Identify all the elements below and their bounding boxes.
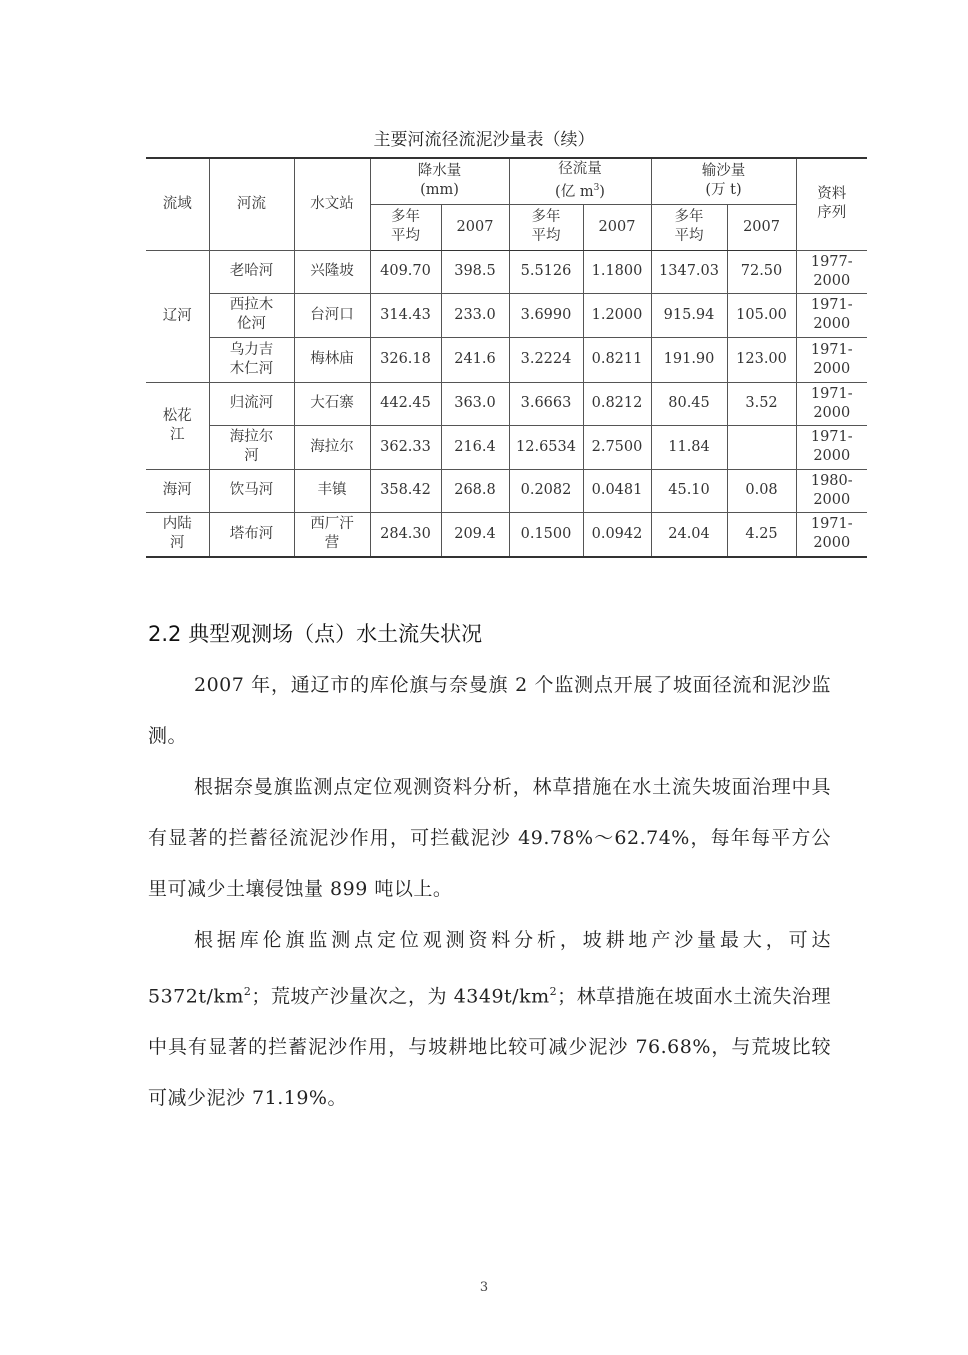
precip-avg-cell: 442.45 bbox=[370, 382, 441, 425]
header-runoff bbox=[509, 158, 651, 204]
sediment-avg-cell: 1347.03 bbox=[651, 250, 727, 293]
series-cell: 1980-2000 bbox=[796, 469, 867, 512]
runoff-avg-cell: 3.6990 bbox=[509, 293, 583, 337]
sediment-2007-cell: 4.25 bbox=[727, 512, 796, 557]
sediment-avg-cell: 45.10 bbox=[651, 469, 727, 512]
station-cell: 西厂汗营 bbox=[294, 512, 370, 557]
runoff-avg-cell: 5.5126 bbox=[509, 250, 583, 293]
runoff-avg-cell: 0.2082 bbox=[509, 469, 583, 512]
station-cell: 台河口 bbox=[294, 293, 370, 337]
header-precip-2007: 2007 bbox=[441, 204, 509, 250]
table-row bbox=[146, 512, 867, 557]
river-cell: 塔布河 bbox=[209, 512, 294, 557]
river-cell: 西拉木伦河 bbox=[209, 293, 294, 337]
sediment-avg-cell: 11.84 bbox=[651, 425, 727, 469]
section-heading: 2.2 典型观测场（点）水土流失状况 bbox=[148, 622, 483, 646]
precip-avg-cell: 409.70 bbox=[370, 250, 441, 293]
page-number: 3 bbox=[479, 1280, 489, 1295]
table-row bbox=[146, 469, 867, 512]
precip-avg-cell: 314.43 bbox=[370, 293, 441, 337]
runoff-2007-cell: 1.2000 bbox=[583, 293, 651, 337]
station-cell: 海拉尔 bbox=[294, 425, 370, 469]
header-sediment bbox=[651, 158, 796, 204]
station-cell: 大石寨 bbox=[294, 382, 370, 425]
precip-avg-cell: 358.42 bbox=[370, 469, 441, 512]
river-cell: 乌力吉木仁河 bbox=[209, 337, 294, 382]
precip-2007-cell: 233.0 bbox=[441, 293, 509, 337]
table-row bbox=[146, 337, 867, 382]
header-river: 河流 bbox=[209, 158, 294, 250]
runoff-2007-cell: 0.8212 bbox=[583, 382, 651, 425]
header-precipitation bbox=[370, 158, 509, 204]
header-sediment-avg: 多年平均 bbox=[651, 204, 727, 250]
river-runoff-sediment-table bbox=[146, 157, 867, 558]
river-cell: 归流河 bbox=[209, 382, 294, 425]
table-row bbox=[146, 250, 867, 293]
header-runoff-unit: (亿 $m^3$) bbox=[555, 183, 605, 201]
runoff-avg-cell: 3.2224 bbox=[509, 337, 583, 382]
header-station: 水文站 bbox=[294, 158, 370, 250]
header-basin: 流域 bbox=[146, 158, 209, 250]
header-precipitation-unit: (mm) bbox=[420, 182, 459, 199]
paragraph-monitoring-intro: 2007 年，通辽市的库伦旗与奈曼旗 2 个监测点开展了坡面径流和泥沙监测。 bbox=[148, 674, 831, 747]
header-sediment-2007: 2007 bbox=[727, 204, 796, 250]
sediment-2007-cell: 3.52 bbox=[727, 382, 796, 425]
runoff-2007-cell: 0.0481 bbox=[583, 469, 651, 512]
series-cell: 1971-2000 bbox=[796, 425, 867, 469]
runoff-2007-cell: 0.0942 bbox=[583, 512, 651, 557]
header-precipitation-title: 降水量 bbox=[417, 163, 462, 180]
sediment-2007-cell: 0.08 bbox=[727, 469, 796, 512]
header-runoff-2007: 2007 bbox=[583, 204, 651, 250]
paragraph-kulun-analysis: 根据库伦旗监测点定位观测资料分析，坡耕地产沙量最大，可达 $5372t/km^2$；荒坡产沙量次之，为 $4349t/km^2$；林草措施在坡面水土流失治理中具有显著的拦蓄泥沙作用，与坡耕地比较可减少泥沙 76.68%，与荒坡比较可减少泥沙 71.19%。 bbox=[148, 929, 831, 1110]
sediment-avg-cell: 80.45 bbox=[651, 382, 727, 425]
runoff-2007-cell: 1.1800 bbox=[583, 250, 651, 293]
runoff-2007-cell: 0.8211 bbox=[583, 337, 651, 382]
basin-cell: 松花江 bbox=[146, 382, 209, 469]
series-cell: 1971-2000 bbox=[796, 337, 867, 382]
station-cell: 丰镇 bbox=[294, 469, 370, 512]
precip-2007-cell: 216.4 bbox=[441, 425, 509, 469]
series-cell: 1977-2000 bbox=[796, 250, 867, 293]
table-row bbox=[146, 382, 867, 425]
header-sediment-unit: (万 t) bbox=[705, 182, 742, 199]
header-sediment-title: 输沙量 bbox=[701, 163, 746, 180]
river-cell: 饮马河 bbox=[209, 469, 294, 512]
sediment-2007-cell: 72.50 bbox=[727, 250, 796, 293]
header-series: 资料序列 bbox=[796, 158, 867, 250]
precip-2007-cell: 241.6 bbox=[441, 337, 509, 382]
river-cell: 海拉尔河 bbox=[209, 425, 294, 469]
paragraph-naiman-analysis: 根据奈曼旗监测点定位观测资料分析，林草措施在水土流失坡面治理中具有显著的拦蓄径流泥沙作用，可拦截泥沙 49.78%～62.74%，每年每平方公里可减少土壤侵蚀量 899 吨以上。 bbox=[148, 776, 831, 900]
sediment-2007-cell: 123.00 bbox=[727, 337, 796, 382]
precip-2007-cell: 398.5 bbox=[441, 250, 509, 293]
sediment-avg-cell: 191.90 bbox=[651, 337, 727, 382]
station-cell: 兴隆坡 bbox=[294, 250, 370, 293]
precip-2007-cell: 268.8 bbox=[441, 469, 509, 512]
basin-cell: 海河 bbox=[146, 469, 209, 512]
header-precip-avg: 多年平均 bbox=[370, 204, 441, 250]
header-runoff-title: 径流量 bbox=[558, 161, 602, 178]
basin-cell: 辽河 bbox=[146, 250, 209, 382]
sediment-avg-cell: 915.94 bbox=[651, 293, 727, 337]
precip-avg-cell: 326.18 bbox=[370, 337, 441, 382]
basin-cell: 内陆河 bbox=[146, 512, 209, 557]
series-cell: 1971-2000 bbox=[796, 512, 867, 557]
runoff-avg-cell: 3.6663 bbox=[509, 382, 583, 425]
table-row bbox=[146, 293, 867, 337]
precip-2007-cell: 209.4 bbox=[441, 512, 509, 557]
runoff-2007-cell: 2.7500 bbox=[583, 425, 651, 469]
series-cell: 1971-2000 bbox=[796, 382, 867, 425]
precip-2007-cell: 363.0 bbox=[441, 382, 509, 425]
sediment-2007-cell bbox=[727, 425, 796, 469]
header-runoff-avg: 多年平均 bbox=[509, 204, 583, 250]
precip-avg-cell: 284.30 bbox=[370, 512, 441, 557]
table-caption: 主要河流径流泥沙量表（续） bbox=[373, 130, 595, 150]
series-cell: 1971-2000 bbox=[796, 293, 867, 337]
table-row bbox=[146, 425, 867, 469]
precip-avg-cell: 362.33 bbox=[370, 425, 441, 469]
sediment-avg-cell: 24.04 bbox=[651, 512, 727, 557]
river-cell: 老哈河 bbox=[209, 250, 294, 293]
station-cell: 梅林庙 bbox=[294, 337, 370, 382]
sediment-2007-cell: 105.00 bbox=[727, 293, 796, 337]
runoff-avg-cell: 12.6534 bbox=[509, 425, 583, 469]
runoff-avg-cell: 0.1500 bbox=[509, 512, 583, 557]
